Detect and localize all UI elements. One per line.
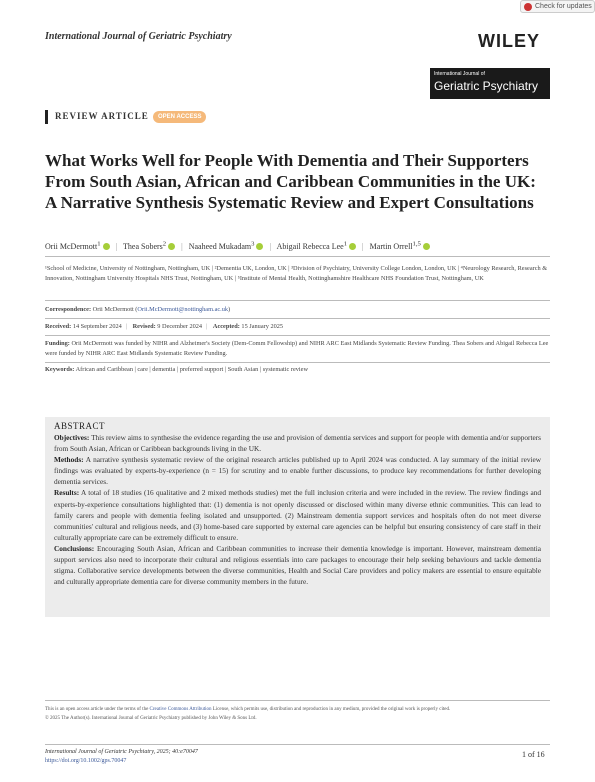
- divider: [45, 744, 550, 745]
- keywords: Keywords: African and Caribbean | care | dementia | preferred support | South Asian | systematic review: [45, 366, 309, 373]
- orcid-icon[interactable]: [103, 243, 110, 250]
- divider: [45, 256, 550, 257]
- divider: [45, 318, 550, 319]
- check-updates-label: Check for updates: [535, 3, 592, 10]
- affiliations: ¹School of Medicine, University of Nottingham, Nottingham, UK | ²Dementia UK, London, UK | ³Division of Psychiatry, University College London, London, UK | ⁴Neurology Research, Research & Innovation, Nottingham University Hospitals NHS Trust, Nottingham, UK | ⁵Institute of Mental Health, Nottinghamshire Healthcare NHS Foundation Trust, Nottingham, UK: [45, 265, 548, 282]
- funding: Funding: Orii McDermott was funded by NIHR and Alzheimer's Society (Dem-Comm Fellowship) and NIHR ARC East Midlands Systematic Review Funding. Thea Sobers and Abigail Rebecca Lee were funded by NIHR ARC East Midlands Systematic Review Funding.: [45, 340, 549, 357]
- divider: [45, 700, 550, 701]
- correspondence: Correspondence: Orii McDermott (Orii.McDermott@nottingham.ac.uk): [45, 306, 231, 313]
- check-for-updates-button[interactable]: [520, 0, 595, 13]
- orcid-icon[interactable]: [423, 243, 430, 250]
- orcid-icon[interactable]: [349, 243, 356, 250]
- crossmark-icon: [524, 3, 532, 11]
- abstract-objectives: Objectives: This review aims to synthesise the evidence regarding the use and provision of dementia services and support for people with dementia and/or supporters from South Asian, African or Caribbean backgrounds living in the UK.: [54, 433, 541, 454]
- citation: International Journal of Geriatric Psychiatry, 2025; 40:e70047 https://doi.org/10.1002/gps.70047: [45, 749, 198, 764]
- article-type: REVIEW ARTICLE: [55, 111, 149, 121]
- author[interactable]: Naaheed Mukadam$^3$: [188, 240, 255, 251]
- email-link[interactable]: Orii.McDermott@nottingham.ac.uk: [137, 306, 229, 313]
- author[interactable]: Martin Orrell$^{1,5}$: [369, 240, 421, 251]
- publisher-logo: WILEY: [478, 31, 540, 51]
- journal-header: International Journal of Geriatric Psychiatry: [45, 31, 232, 42]
- author[interactable]: Orii McDermott$^1$: [45, 240, 101, 251]
- journal-logo-big: Geriatric Psychiatry: [434, 79, 539, 93]
- abstract-heading: ABSTRACT: [54, 421, 106, 431]
- abstract-results: Results: A total of 18 studies (16 qualitative and 2 mixed methods studies) met the full inclusion criteria and were included in the review. The review findings and experts-by-experience consultations highlighted that: (1) dementia is not openly discussed or disclosed within many diverse ethnic communities. This can lead to family carers and people with dementia feeling isolated and unsupported. (2) Mainstream dementia support services and hospitals often do not meet diverse communities' cultural and religious needs, and (3) home-based care supported by external care agencies can be helpful but ensuring consistency of care staff in their culturally appropriate care can be extremely difficult to ensure.: [54, 488, 541, 542]
- copyright: © 2025 The Author(s). International Journal of Geriatric Psychiatry published by John Wiley & Sons Ltd.: [45, 716, 257, 721]
- journal-logo-small: International Journal of: [434, 71, 485, 77]
- abstract-conclusions: Conclusions: Encouraging South Asian, African and Caribbean communities to increase their dementia knowledge is important. However, mainstream dementia support services also need to incorporate their cultural and religious essentials into care packages to encourage their help seeking behaviours and tackle dementia stigma. Collaborative service developments between the diverse communities, Health and Social Care providers and policy makers are essential to ensure equitable and culturally appropriate dementia care for diverse community members in the future.: [54, 543, 542, 587]
- article-title: What Works Well for People With Dementia and Their Supporters From South Asian, African and Caribbean Communities in the UK: A Narrative Synthesis Systematic Review and Expert Consultations: [45, 151, 536, 212]
- journal-logo: [430, 68, 550, 99]
- doi-link[interactable]: https://doi.org/10.1002/gps.70047: [45, 758, 127, 764]
- author[interactable]: Thea Sobers$^2$: [123, 240, 167, 251]
- open-access-badge: OPEN ACCESS: [153, 111, 206, 123]
- license-note: This is an open access article under the terms of the Creative Commons Attribution License, which permits use, distribution and reproduction in any medium, provided the original work is properly cited. © 2025 The Author(s). International Journal of Geriatric Psychiatry published by John Wiley & Sons Ltd.: [45, 707, 451, 721]
- divider: [45, 362, 550, 363]
- divider: [45, 335, 550, 336]
- author-list: Orii McDermott$^1$ | Thea Sobers$^2$ | Naaheed Mukadam$^3$ | Abigail Rebecca Lee$^1$ | Martin Orrell$^{1,5}$: [45, 240, 555, 251]
- page-number: 1 of 16: [522, 750, 545, 759]
- orcid-icon[interactable]: [256, 243, 263, 250]
- abstract-box: [45, 417, 550, 617]
- author[interactable]: Abigail Rebecca Lee$^1$: [276, 240, 348, 251]
- divider: [45, 300, 550, 301]
- license-link[interactable]: Creative Commons Attribution: [149, 707, 212, 712]
- article-dates: Received: 14 September 2024 | Revised: 9 December 2024 | Accepted: 15 January 2025: [45, 323, 284, 330]
- article-type-bar: [45, 110, 48, 124]
- abstract-methods: Methods: A narrative synthesis systematic review of the original research articles published up to April 2024 was conducted. A lay summary of the initial review findings was evaluated by experts-by-experience (n = 15) for scrutiny and to enable further discussions, to produce key recommendations for further developing dementia services.: [54, 455, 542, 487]
- orcid-icon[interactable]: [168, 243, 175, 250]
